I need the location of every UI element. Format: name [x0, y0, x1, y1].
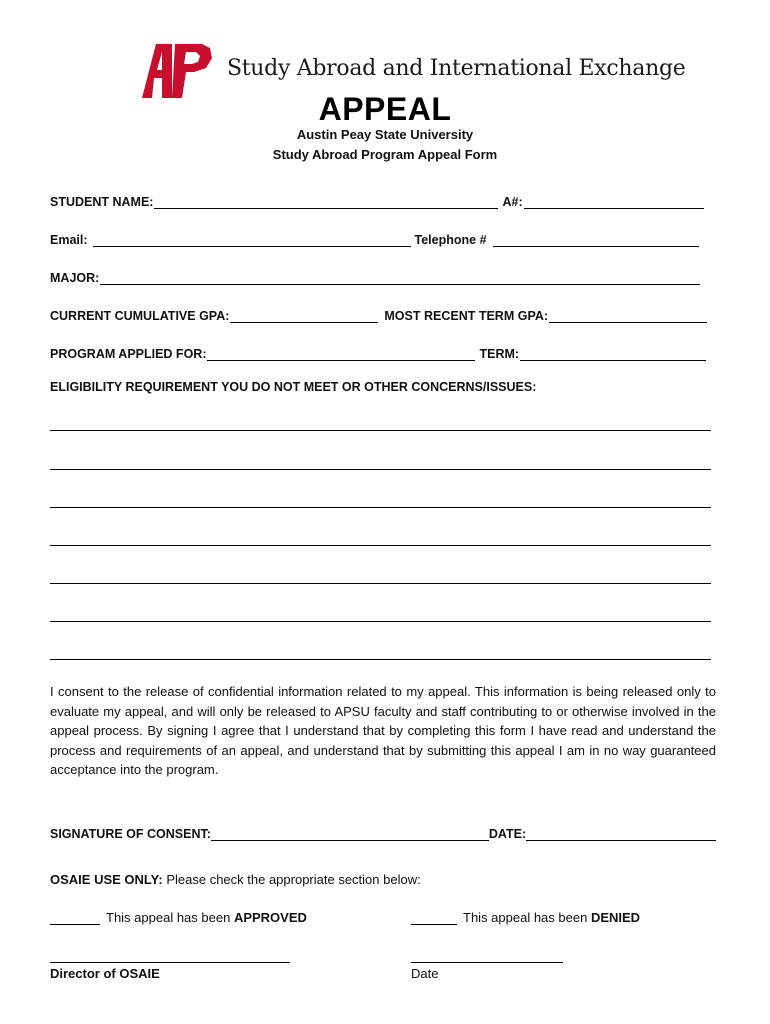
- email-label: Email:: [50, 233, 88, 247]
- term-field[interactable]: [520, 346, 706, 361]
- approved-word: APPROVED: [233, 910, 307, 925]
- recent-gpa-label: MOST RECENT TERM GPA:: [384, 309, 549, 323]
- a-number-label: A#:: [502, 195, 523, 209]
- university-name: Austin Peay State University: [296, 127, 474, 142]
- form-name: Study Abroad Program Appeal Form: [272, 147, 498, 162]
- email-field[interactable]: [93, 232, 411, 247]
- signature-field[interactable]: [211, 826, 489, 841]
- signature-row: [50, 826, 716, 841]
- major-row: [50, 267, 704, 285]
- cumulative-gpa-field[interactable]: [230, 308, 378, 323]
- concerns-line-2[interactable]: [50, 469, 711, 470]
- telephone-label: Telephone #: [414, 233, 487, 247]
- telephone-field[interactable]: [493, 232, 699, 247]
- concerns-line-7[interactable]: [50, 659, 711, 660]
- cumulative-gpa-label: CURRENT CUMULATIVE GPA:: [50, 309, 230, 323]
- office-use-heading: OSAIE USE ONLY:: [50, 872, 163, 887]
- term-label: TERM:: [479, 347, 520, 361]
- recent-gpa-field[interactable]: [549, 308, 707, 323]
- apsu-logo: [142, 40, 214, 98]
- student-name-label: STUDENT NAME:: [50, 195, 154, 209]
- program-row: [50, 343, 710, 361]
- email-row: [50, 229, 703, 247]
- concerns-line-4[interactable]: [50, 545, 711, 546]
- concerns-line-3[interactable]: [50, 507, 711, 508]
- gpa-row: [50, 305, 711, 323]
- director-signature-line[interactable]: [50, 962, 290, 963]
- program-field[interactable]: [207, 346, 475, 361]
- denied-prefix: This appeal has been: [463, 910, 588, 925]
- concerns-line-6[interactable]: [50, 621, 711, 622]
- signature-date-field[interactable]: [526, 826, 716, 841]
- concerns-question: ELIGIBILITY REQUIREMENT YOU DO NOT MEET OR OTHER CONCERNS/ISSUES:: [50, 380, 537, 394]
- student-name-row: [50, 191, 708, 209]
- approved-prefix: This appeal has been: [106, 910, 231, 925]
- signature-date-label: DATE:: [488, 827, 527, 841]
- denied-word: DENIED: [590, 910, 641, 925]
- office-use-instruction: Please check the appropriate section below:: [166, 872, 421, 887]
- approved-row: [50, 910, 307, 925]
- a-number-field[interactable]: [524, 194, 704, 209]
- denied-checkbox[interactable]: [411, 910, 457, 925]
- student-name-field[interactable]: [154, 194, 498, 209]
- director-label: Director of OSAIE: [50, 966, 160, 981]
- signature-label: SIGNATURE OF CONSENT:: [50, 827, 211, 841]
- concerns-line-5[interactable]: [50, 583, 711, 584]
- major-label: MAJOR:: [50, 271, 100, 285]
- program-label: PROGRAM APPLIED FOR:: [50, 347, 207, 361]
- form-title: APPEAL: [318, 91, 452, 127]
- major-field[interactable]: [100, 270, 700, 285]
- concerns-line-1[interactable]: [50, 430, 711, 431]
- org-title: Study Abroad and International Exchange: [227, 56, 686, 81]
- office-date-label: Date: [411, 966, 439, 981]
- office-use-row: [50, 872, 421, 887]
- office-date-line[interactable]: [411, 962, 563, 963]
- consent-paragraph: I consent to the release of confidential information related to my appeal. This information is being released only to evaluate my appeal, and will only be released to APSU faculty and staff contributing to or otherwise involved in the appeal process. By signing I agree that I understand that by completing this form I have read and understand the process and requirements of an appeal, and understand that by submitting this appeal I am in no way guaranteed acceptance into the program.: [50, 684, 716, 777]
- approved-checkbox[interactable]: [50, 910, 100, 925]
- denied-row: [411, 910, 640, 925]
